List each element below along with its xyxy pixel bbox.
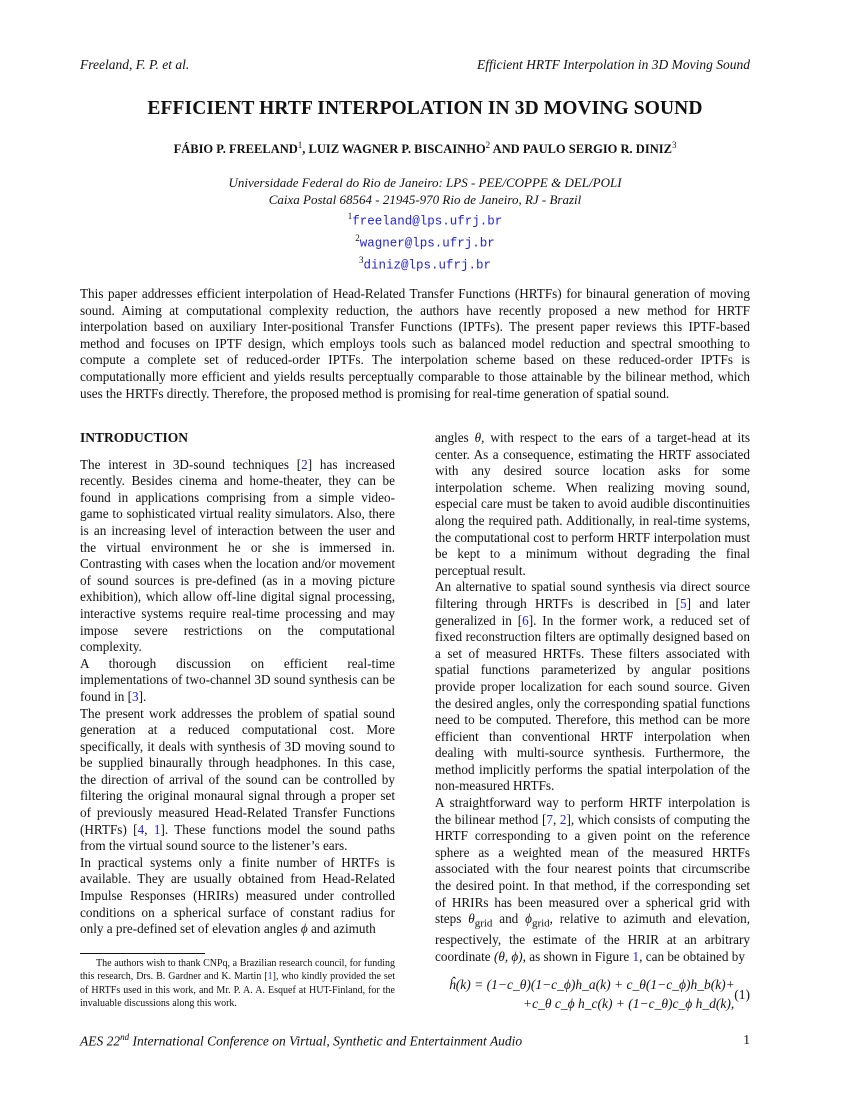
conference-name <box>80 1032 522 1050</box>
text-run: A thorough discussion on efficient real-time implementations of two-channel 3D sound synthesis can be found in [ <box>80 655 395 704</box>
text-run: , can be obtained by <box>639 949 745 965</box>
author-name: PAULO SERGIO R. DINIZ <box>522 142 672 157</box>
text-run: and azimuth <box>307 921 376 937</box>
ordinal-suffix: nd <box>120 1032 130 1042</box>
email-link[interactable]: diniz@lps.ufrj.br <box>363 257 492 272</box>
citation-link[interactable]: 6 <box>522 612 529 628</box>
paragraph <box>80 656 395 706</box>
email-line <box>0 230 850 252</box>
equation-1 <box>435 977 750 1017</box>
math-symbol: ϕ <box>300 921 308 937</box>
email-link[interactable]: freeland@lps.ufrj.br <box>352 214 503 229</box>
header-short-title: Efficient HRTF Interpolation in 3D Moving Sound <box>477 57 750 72</box>
abstract: This paper addresses efficient interpolation of Head-Related Transfer Functions (HRTFs) for binaural generation of moving sound. Aiming at computational complexity reduction, the authors have recently proposed a new method for HRTF interpolation based on auxiliary Inter-positional Transfer Functions (IPTFs). The present paper reviews this IPTF-based method and focuses on IPTF design, which employs tools such as balanced model reduction and spectral smoothing to compute a complete set of reduced-order IPTFs. The interpolation scheme based on these reduced-order IPTFs is computationally more efficient and yields results perceptually comparable to those attainable by the bilinear method, which uses the HRTFs directly. Therefore, the proposed method is promising for real-time generation of spatial sound. <box>80 286 750 401</box>
math-expression: (θ, ϕ) <box>493 949 523 965</box>
email-marker: 1 <box>347 211 353 221</box>
author-separator: , <box>302 142 309 157</box>
page-number: 1 <box>743 1032 750 1047</box>
paper-title: EFFICIENT HRTF INTERPOLATION IN 3D MOVING SOUND <box>147 98 703 119</box>
paragraph <box>80 855 395 938</box>
math-symbol: ϕ <box>525 911 532 927</box>
running-header <box>80 57 750 73</box>
text-run: ], who kindly provided the set of HRTFs used in this work, and Mr. P. A. A. Esquef at HUT-Finland, for the invaluable discussions along this work. <box>80 971 395 1010</box>
text-run: ] has increased recently. Besides cinema and home-theater, they can be found in applications comprising from a simple video-game to sophisticated virtual reality simulators. Also, there is an increasing level of interaction between the user and the virtual environment he or she is immersed in. Contrasting with cases when the location and/or movement of sound sources is pre-defined (as in a moving picture exhibition), which allow off-line digital signal processing, interactive systems require real-time processing and may impose severe restrictions on the computational complexity. <box>80 456 395 655</box>
paragraph <box>80 457 395 656</box>
author-name: LUIZ WAGNER P. BISCAINHO <box>308 142 486 157</box>
email-line <box>0 252 850 274</box>
text-run: angles <box>435 430 475 445</box>
text-run: ]. In the former work, a reduced set of fixed reconstruction filters are optimally designed based on a set of measured HRTFs. These filters associated with spatial functions parameterized by angular positions provide proper localization for each sound source. Given the desired angles, only the corresponding spatial functions need to be computed. Therefore, this method can be more efficient than conventional HRTF interpolation when dealing with multi-source synthesis. Furthermore, the method implicitly performs the spatial interpolation of the non-measured HRTFs. <box>435 612 750 794</box>
equation-number: (1) <box>734 987 750 1002</box>
citation-link[interactable]: 3 <box>132 688 139 704</box>
paragraph <box>435 795 750 966</box>
text-run: In practical systems only a finite number of HRTFs is available. They are usually obtained from Head-Related Impulse Responses (HRIRs) measured under controlled conditions on a spherical surface of constant radius for only a pre-defined set of elevation angles <box>80 854 395 937</box>
left-column <box>80 430 395 938</box>
text-run: , <box>552 811 560 827</box>
text-run: ] and later generalized in [ <box>435 595 751 628</box>
author-marker: 1 <box>297 140 303 150</box>
text-run: International Conference on Virtual, Synthetic and Entertainment Audio <box>129 1033 523 1049</box>
citation-link[interactable]: 1 <box>153 821 161 837</box>
figure-link[interactable]: 1 <box>632 949 640 965</box>
math-symbol: θ <box>468 911 475 927</box>
citation-link[interactable]: 2 <box>559 811 567 827</box>
equation-line: ĥ(k) = (1−c_θ)(1−c_ϕ)h_a(k) + c_θ(1−c_ϕ)h_b(k)+ <box>449 977 735 992</box>
author-separator: AND <box>490 142 523 157</box>
paragraph <box>435 579 750 795</box>
citation-link[interactable]: 2 <box>301 456 308 472</box>
text-run: , with respect to the ears of a target-head at its center. As a consequence, estimating the HRTF associated with any desired source location asks for some interpolation scheme. When realizing moving sound, especial care must be taken to avoid audible discontinuities along the required path. Additionally, in real-time systems, the computational cost to perform HRTF interpolation must be kept to a minimum without degrading the final perceptual result. <box>435 430 750 578</box>
math-symbol: θ <box>474 430 482 445</box>
text-run: An alternative to spatial sound synthesis via direct source filtering through HRTFs is described in [ <box>435 579 750 611</box>
footnote <box>80 957 395 1011</box>
text-run: The present work addresses the problem of spatial sound generation at a reduced computational cost. More specifically, it deals with synthesis of 3D moving sound to be supplied binaurally through headphones. In this case, the direction of arrival of the sound can be controlled by filtering the original monaural signal through a proper set of previously measured Head-Related Transfer Functions (HRTFs) [ <box>80 705 395 837</box>
author-name: FÁBIO P. FREELAND <box>173 142 298 157</box>
email-marker: 2 <box>355 232 360 243</box>
citation-link[interactable]: 7 <box>546 811 553 827</box>
header-authors: Freeland, F. P. et al. <box>80 57 190 72</box>
text-run: A straightforward way to perform HRTF interpolation is the bilinear method [ <box>435 795 750 827</box>
text-run: , as shown in Figure <box>522 949 633 965</box>
footnote-divider <box>80 953 205 954</box>
citation-link[interactable]: 4 <box>137 821 145 837</box>
citation-link[interactable]: 1 <box>267 971 273 983</box>
email-line <box>0 208 850 230</box>
right-column <box>435 430 750 966</box>
author-list <box>0 140 850 157</box>
text-run: ], which consists of computing the HRTF corresponding to a given point on the reference sphere as a weighted mean of the measured HRTFs associated with the four nearest points that circumscribe the desired point. In that method, if the corresponding set of HRIRs has been measured over a spherical grid with steps <box>435 811 751 927</box>
section-heading: INTRODUCTION <box>80 430 189 445</box>
equation-line: +c_θ c_ϕ h_c(k) + (1−c_θ)c_ϕ h_d(k), <box>523 996 735 1011</box>
text-run: , <box>144 821 154 837</box>
affiliation-address: Caixa Postal 68564 - 21945-970 Rio de Janeiro, RJ - Brazil <box>268 191 582 207</box>
affiliation-institution: Universidade Federal do Rio de Janeiro: LPS - PEE/COPPE & DEL/POLI <box>228 175 622 190</box>
paragraph <box>435 430 750 579</box>
text-run: The authors wish to thank CNPq, a Brazilian research council, for funding this research, Drs. B. Gardner and K. Martin [ <box>80 958 395 983</box>
author-marker: 3 <box>671 140 677 150</box>
citation-link[interactable]: 5 <box>680 595 687 611</box>
text-run: and <box>492 911 526 927</box>
text-run: The interest in 3D-sound techniques [ <box>80 456 302 472</box>
email-marker: 3 <box>358 254 364 265</box>
text-run: ]. <box>138 688 147 704</box>
text-run: ]. These functions model the sound paths from the virtual sound source to the listener’s ears. <box>80 821 396 854</box>
email-link[interactable]: wagner@lps.ufrj.br <box>359 236 495 251</box>
author-marker: 2 <box>485 140 491 150</box>
text-run: , relative to azimuth and elevation, respectively, the estimate of the HRIR at an arbitrary coordinate <box>435 911 751 965</box>
math-subscript: grid <box>474 917 493 930</box>
affiliation-block <box>0 175 850 273</box>
page-footer <box>80 1032 750 1050</box>
math-subscript: grid <box>531 917 550 930</box>
text-run: AES 22 <box>80 1033 121 1049</box>
paragraph <box>80 706 395 855</box>
